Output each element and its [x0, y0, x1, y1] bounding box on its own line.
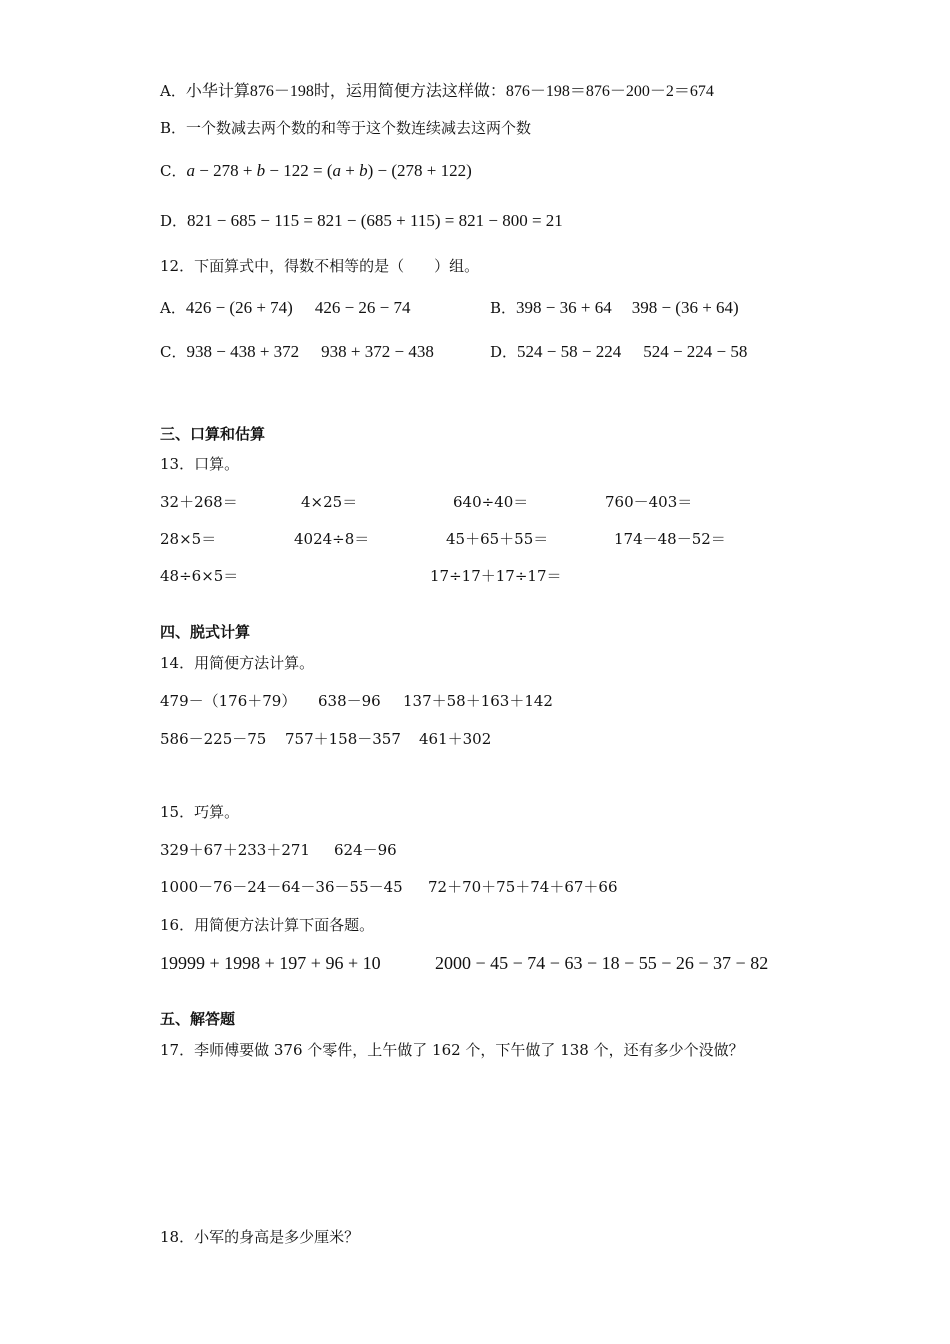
calc-item: 329＋67＋233＋271 — [160, 841, 310, 859]
variable-b: b — [256, 161, 266, 180]
q15-stem: 15．巧算。 — [160, 803, 240, 821]
mental-math-item: 32＋268＝ — [160, 493, 238, 511]
mental-math-item: 760－403＝ — [605, 493, 693, 511]
q12-stem: 12．下面算式中，得数不相等的是（ ）组。 — [160, 257, 480, 275]
formula-part: + — [341, 161, 360, 180]
q11-option-b — [160, 118, 531, 138]
variable-a: a — [332, 161, 342, 180]
expr-1: 524 − 58 − 224 — [517, 342, 622, 361]
q12-option-c — [160, 342, 434, 362]
option-label: A． — [160, 299, 186, 317]
q16-stem: 16．用简便方法计算下面各题。 — [160, 916, 375, 934]
option-label: B． — [490, 299, 517, 317]
mental-math-item: 48÷6×5＝ — [160, 567, 239, 585]
option-formula — [186, 161, 471, 180]
variable-a: a — [186, 161, 195, 180]
expr-2: 398 − (36 + 64) — [631, 298, 739, 317]
calc-item: 72＋70＋75＋74＋67＋66 — [428, 878, 618, 896]
calc-item: 461＋302 — [419, 730, 492, 748]
option-label: B． — [160, 119, 187, 137]
formula-part: ) − (278 + 122) — [367, 161, 472, 180]
option-text: 一个数减去两个数的和等于这个数连续减去这两个数 — [186, 119, 532, 137]
expr-1: 938 − 438 + 372 — [186, 342, 300, 361]
mental-math-item: 4024÷8＝ — [294, 530, 370, 548]
q12-option-b — [490, 298, 739, 318]
calc-item: 638－96 — [318, 692, 381, 710]
calc-item: 2000 − 45 − 74 − 63 − 18 − 55 − 26 − 37 − 82 — [435, 953, 769, 973]
calc-item: 19999 + 1998 + 197 + 96 + 10 — [160, 953, 381, 973]
option-label: C． — [160, 343, 187, 361]
calc-item: 624－96 — [334, 841, 397, 859]
q11-option-a — [160, 81, 714, 102]
calc-item: 479－（176＋79） — [160, 692, 297, 710]
option-formula: 821 − 685 − 115 = 821 − (685 + 115) = 821 − 800 = 21 — [187, 211, 563, 230]
option-text: 小华计算876－198时，运用简便方法这样做：876－198＝876－200－2＝674 — [185, 83, 714, 100]
calc-item: 757＋158－357 — [285, 730, 401, 748]
option-label: D． — [160, 212, 188, 230]
option-label: C． — [160, 162, 187, 180]
mental-math-item: 28×5＝ — [160, 530, 217, 548]
mental-math-item: 4×25＝ — [301, 493, 358, 511]
expr-2: 524 − 224 − 58 — [643, 342, 748, 361]
formula-part: − 278 + — [194, 161, 257, 180]
expr-2: 426 − 26 − 74 — [314, 298, 411, 317]
option-label: A． — [160, 82, 186, 100]
expr-2: 938 + 372 − 438 — [321, 342, 434, 361]
q11-option-d — [160, 211, 563, 231]
mental-math-item: 17÷17＋17÷17＝ — [430, 567, 562, 585]
calc-item: 137＋58＋163＋142 — [403, 692, 553, 710]
q12-option-d — [490, 342, 747, 362]
q12-option-a — [160, 298, 411, 318]
expr-1: 398 − 36 + 64 — [516, 298, 612, 317]
calc-item: 1000－76－24－64－36－55－45 — [160, 878, 403, 896]
variable-b: b — [359, 161, 368, 180]
section-title: 四、脱式计算 — [160, 623, 251, 641]
calc-item: 586－225－75 — [160, 730, 267, 748]
expr-1: 426 − (26 + 74) — [185, 298, 293, 317]
mental-math-item: 45＋65＋55＝ — [446, 530, 549, 548]
section-title: 五、解答题 — [160, 1010, 236, 1028]
q17-text: 17．李师傅要做 376 个零件，上午做了 162 个，下午做了 138 个，还有多少个没做？ — [160, 1041, 744, 1059]
section-title: 三、口算和估算 — [160, 425, 266, 443]
mental-math-item: 640÷40＝ — [453, 493, 529, 511]
formula-part: − 122 = ( — [265, 161, 333, 180]
q11-option-c — [160, 161, 472, 181]
mental-math-item: 174－48－52＝ — [614, 530, 726, 548]
q14-stem: 14．用简便方法计算。 — [160, 654, 315, 672]
q18-text: 18．小军的身高是多少厘米？ — [160, 1228, 360, 1246]
q13-stem: 13．口算。 — [160, 455, 240, 473]
option-label: D． — [490, 343, 518, 361]
